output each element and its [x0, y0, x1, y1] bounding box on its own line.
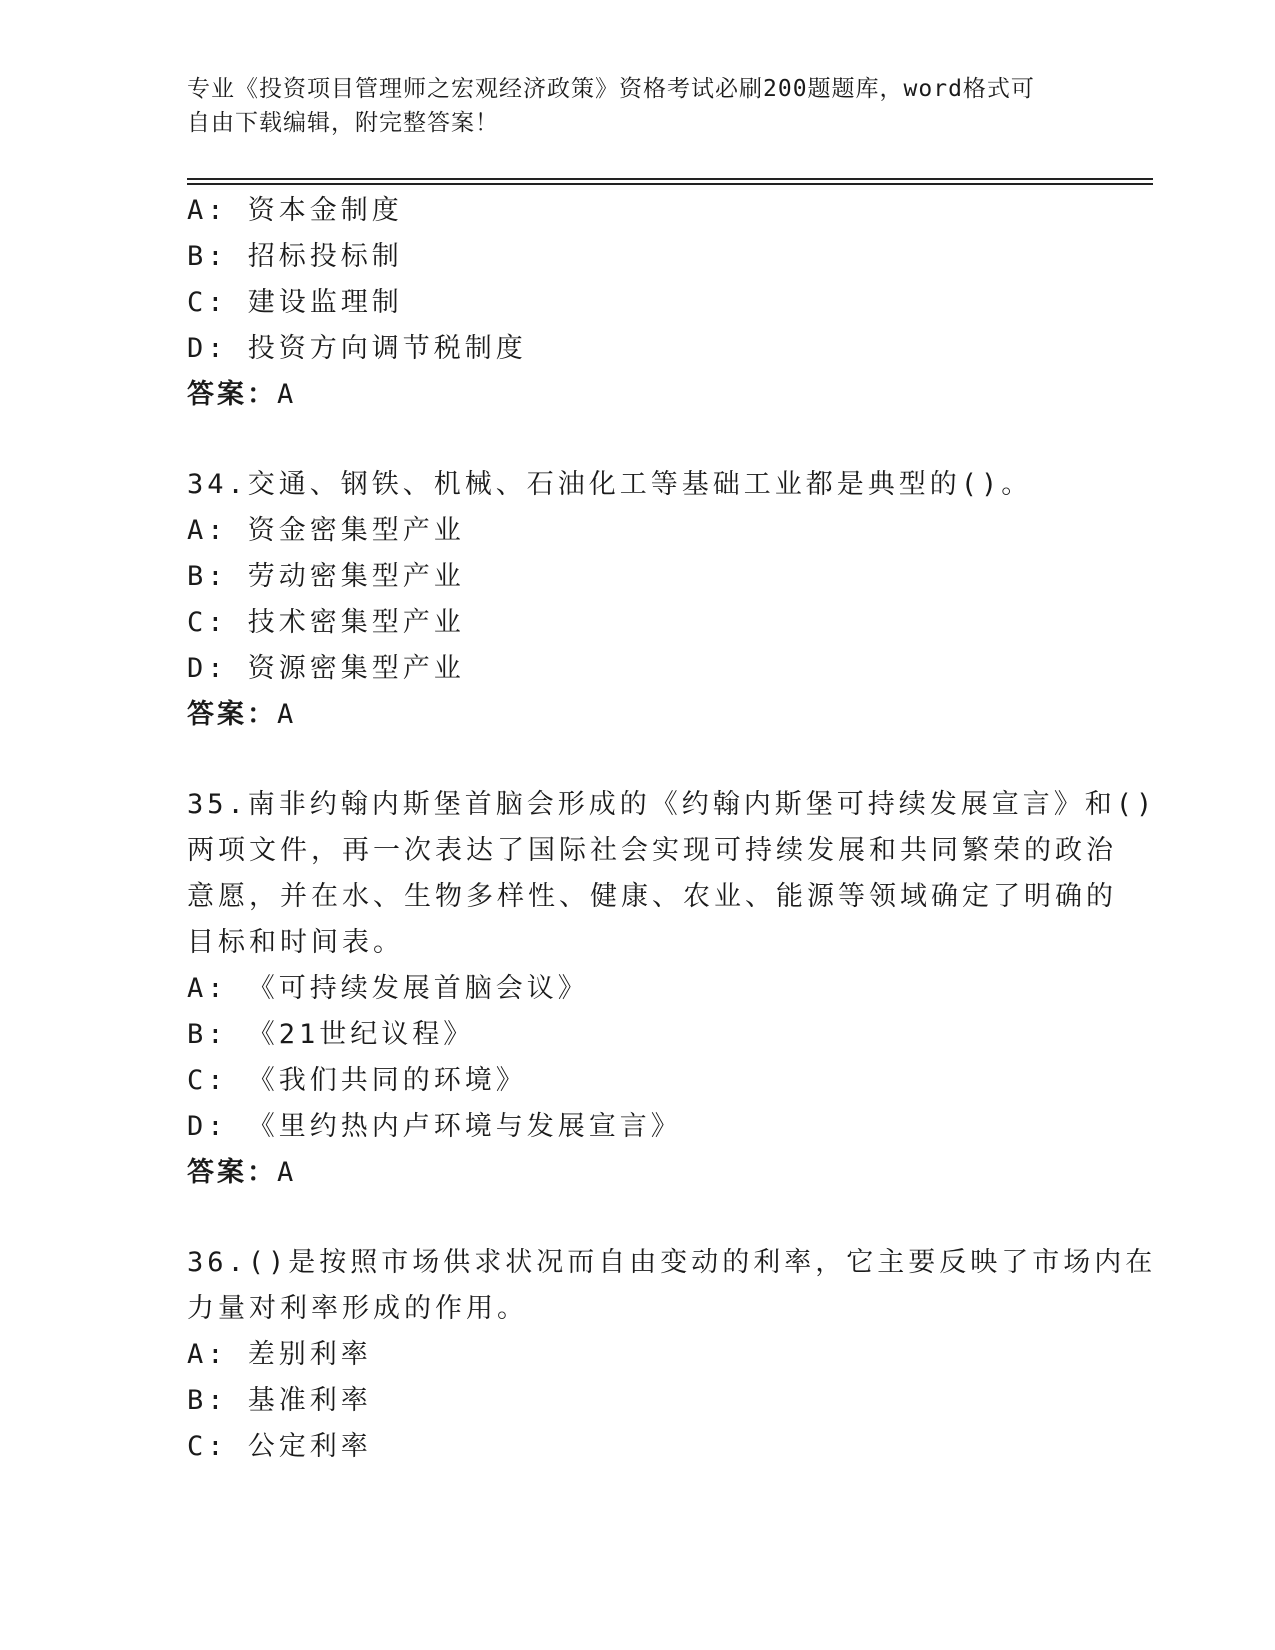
question-text-line-1: 36.()是按照市场供求状况而自由变动的利率，它主要反映了市场内在 — [187, 1247, 1157, 1278]
question-list — [187, 188, 1157, 1470]
option-a: A: 资本金制度 — [187, 195, 403, 226]
answer-line — [187, 692, 1077, 738]
option-c: C: 建设监理制 — [187, 287, 403, 318]
question-text: 34.交通、钢铁、机械、石油化工等基础工业都是典型的()。 — [187, 469, 1033, 500]
question-text-line-2: 两项文件，再一次表达了国际社会实现可持续发展和共同繁荣的政治 — [187, 835, 1117, 866]
option-a: A: 《可持续发展首脑会议》 — [187, 973, 589, 1004]
answer-line — [187, 1150, 1077, 1196]
option-c: C: 公定利率 — [187, 1431, 372, 1462]
header-divider-bottom — [187, 183, 1153, 185]
answer-value: A — [277, 699, 297, 730]
header-divider-top — [187, 178, 1153, 180]
answer-value: A — [277, 379, 297, 410]
question-text-line-2: 力量对利率形成的作用。 — [187, 1293, 528, 1324]
answer-label: 答案： — [187, 1157, 277, 1188]
question-text-line-3: 意愿，并在水、生物多样性、健康、农业、能源等领域确定了明确的 — [187, 881, 1117, 912]
block-spacer — [187, 418, 1077, 462]
block-spacer — [187, 1196, 1077, 1240]
option-d: D: 投资方向调节税制度 — [187, 333, 527, 364]
option-c: C: 技术密集型产业 — [187, 607, 465, 638]
header-line-1: 专业《投资项目管理师之宏观经济政策》资格考试必刷200题题库，word格式可 — [187, 76, 1035, 102]
header-line-2: 自由下载编辑，附完整答案！ — [187, 110, 499, 136]
question-text-line-4: 目标和时间表。 — [187, 927, 404, 958]
block-spacer — [187, 738, 1077, 782]
question-block-35 — [187, 782, 1157, 1196]
option-c: C: 《我们共同的环境》 — [187, 1065, 527, 1096]
answer-value: A — [277, 1157, 297, 1188]
question-block-36 — [187, 1240, 1157, 1470]
option-b: B: 《21世纪议程》 — [187, 1019, 475, 1050]
document-header — [187, 72, 1067, 140]
question-block-33 — [187, 188, 1077, 418]
question-text-line-1: 35.南非约翰内斯堡首脑会形成的《约翰内斯堡可持续发展宣言》和() — [187, 789, 1157, 820]
option-d: D: 《里约热内卢环境与发展宣言》 — [187, 1111, 682, 1142]
option-b: B: 基准利率 — [187, 1385, 372, 1416]
option-b: B: 招标投标制 — [187, 241, 403, 272]
answer-label: 答案： — [187, 379, 277, 410]
option-b: B: 劳动密集型产业 — [187, 561, 465, 592]
question-block-34 — [187, 462, 1077, 738]
option-a: A: 差别利率 — [187, 1339, 372, 1370]
option-a: A: 资金密集型产业 — [187, 515, 465, 546]
answer-line — [187, 372, 1077, 418]
answer-label: 答案： — [187, 699, 277, 730]
option-d: D: 资源密集型产业 — [187, 653, 465, 684]
